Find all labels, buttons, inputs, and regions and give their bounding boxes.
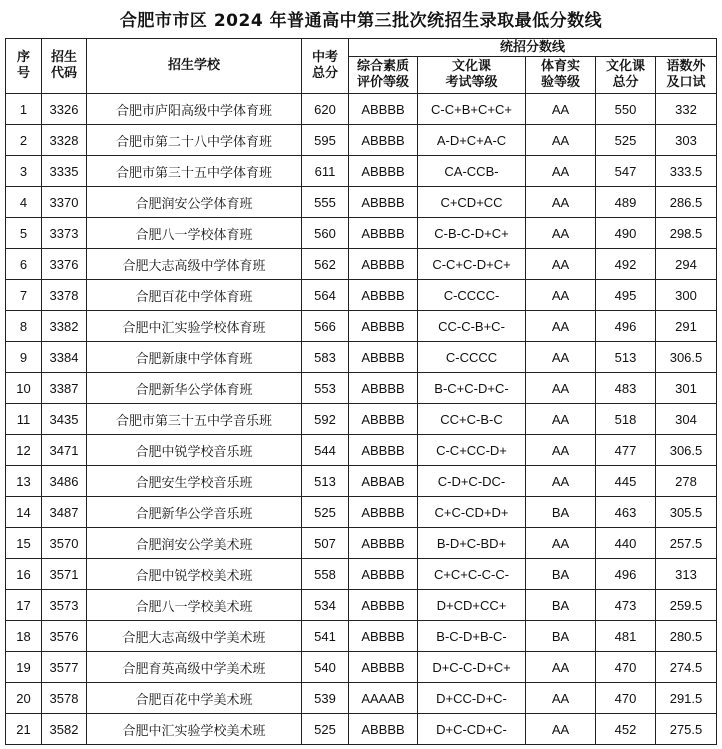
quality-cell: ABBBB <box>349 218 418 249</box>
pe-grade-cell: AA <box>526 187 596 218</box>
table-row <box>6 156 717 187</box>
culture-total-cell: 470 <box>596 683 656 714</box>
school-cell: 合肥大志高级中学体育班 <box>87 249 302 280</box>
quality-cell: ABBBB <box>349 497 418 528</box>
culture-grade-cell: CC-C-B+C- <box>418 311 526 342</box>
pe-grade-cell: AA <box>526 714 596 745</box>
pe-grade-cell: AA <box>526 373 596 404</box>
pe-grade-cell: BA <box>526 621 596 652</box>
culture-grade-cell: CC+C-B-C <box>418 404 526 435</box>
code-cell: 3487 <box>42 497 87 528</box>
table-row <box>6 528 717 559</box>
culture-total-cell: 495 <box>596 280 656 311</box>
lang-cell: 257.5 <box>656 528 717 559</box>
school-cell: 合肥八一学校美术班 <box>87 590 302 621</box>
header-seq: 序 号 <box>6 39 42 94</box>
pe-grade-cell: AA <box>526 528 596 559</box>
culture-grade-cell: B-D+C-BD+ <box>418 528 526 559</box>
table-row <box>6 311 717 342</box>
score-table <box>5 38 717 745</box>
school-cell: 合肥润安公学美术班 <box>87 528 302 559</box>
seq-cell: 1 <box>6 94 42 125</box>
header-group: 统招分数线 <box>349 39 717 57</box>
quality-cell: ABBBB <box>349 652 418 683</box>
seq-cell: 19 <box>6 652 42 683</box>
table-row <box>6 714 717 745</box>
total-cell: 555 <box>302 187 349 218</box>
pe-grade-cell: AA <box>526 435 596 466</box>
code-cell: 3573 <box>42 590 87 621</box>
lang-cell: 306.5 <box>656 342 717 373</box>
code-cell: 3378 <box>42 280 87 311</box>
total-cell: 560 <box>302 218 349 249</box>
lang-cell: 274.5 <box>656 652 717 683</box>
quality-cell: ABBBB <box>349 559 418 590</box>
quality-cell: ABBBB <box>349 404 418 435</box>
seq-cell: 18 <box>6 621 42 652</box>
culture-total-cell: 547 <box>596 156 656 187</box>
culture-grade-cell: D+CD+CC+ <box>418 590 526 621</box>
code-cell: 3577 <box>42 652 87 683</box>
seq-cell: 14 <box>6 497 42 528</box>
lang-cell: 275.5 <box>656 714 717 745</box>
quality-cell: ABBBB <box>349 342 418 373</box>
pe-grade-cell: AA <box>526 466 596 497</box>
total-cell: 592 <box>302 404 349 435</box>
table-row <box>6 404 717 435</box>
total-cell: 507 <box>302 528 349 559</box>
seq-cell: 8 <box>6 311 42 342</box>
culture-grade-cell: D+C-C-D+C+ <box>418 652 526 683</box>
culture-total-cell: 550 <box>596 94 656 125</box>
code-cell: 3370 <box>42 187 87 218</box>
total-cell: 583 <box>302 342 349 373</box>
total-cell: 539 <box>302 683 349 714</box>
quality-cell: ABBBB <box>349 621 418 652</box>
lang-cell: 259.5 <box>656 590 717 621</box>
culture-grade-cell: C-CCCC- <box>418 280 526 311</box>
total-cell: 566 <box>302 311 349 342</box>
culture-total-cell: 496 <box>596 559 656 590</box>
code-cell: 3335 <box>42 156 87 187</box>
culture-total-cell: 473 <box>596 590 656 621</box>
culture-grade-cell: C+C-CD+D+ <box>418 497 526 528</box>
culture-total-cell: 470 <box>596 652 656 683</box>
seq-cell: 2 <box>6 125 42 156</box>
code-cell: 3326 <box>42 94 87 125</box>
culture-total-cell: 477 <box>596 435 656 466</box>
header-pe-grade: 体育实 验等级 <box>526 57 596 94</box>
table-row <box>6 683 717 714</box>
culture-total-cell: 483 <box>596 373 656 404</box>
lang-cell: 333.5 <box>656 156 717 187</box>
quality-cell: ABBBB <box>349 373 418 404</box>
quality-cell: ABBAB <box>349 466 418 497</box>
culture-grade-cell: C-C+B+C+C+ <box>418 94 526 125</box>
code-cell: 3376 <box>42 249 87 280</box>
culture-total-cell: 492 <box>596 249 656 280</box>
pe-grade-cell: BA <box>526 590 596 621</box>
total-cell: 513 <box>302 466 349 497</box>
quality-cell: ABBBB <box>349 249 418 280</box>
table-row <box>6 249 717 280</box>
culture-total-cell: 452 <box>596 714 656 745</box>
total-cell: 544 <box>302 435 349 466</box>
school-cell: 合肥百花中学美术班 <box>87 683 302 714</box>
school-cell: 合肥安生学校音乐班 <box>87 466 302 497</box>
seq-cell: 6 <box>6 249 42 280</box>
lang-cell: 300 <box>656 280 717 311</box>
header-school: 招生学校 <box>87 39 302 94</box>
table-body <box>6 94 717 745</box>
culture-grade-cell: A-D+C+A-C <box>418 125 526 156</box>
pe-grade-cell: AA <box>526 94 596 125</box>
quality-cell: ABBBB <box>349 435 418 466</box>
table-row <box>6 590 717 621</box>
header-lang: 语数外 及口试 <box>656 57 717 94</box>
code-cell: 3571 <box>42 559 87 590</box>
culture-grade-cell: C+C+C-C-C- <box>418 559 526 590</box>
total-cell: 525 <box>302 714 349 745</box>
school-cell: 合肥市第三十五中学音乐班 <box>87 404 302 435</box>
pe-grade-cell: AA <box>526 156 596 187</box>
culture-grade-cell: B-C-D+B-C- <box>418 621 526 652</box>
header-code: 招生 代码 <box>42 39 87 94</box>
quality-cell: AAAAB <box>349 683 418 714</box>
header-culture-total: 文化课 总分 <box>596 57 656 94</box>
table-row <box>6 125 717 156</box>
culture-total-cell: 525 <box>596 125 656 156</box>
total-cell: 534 <box>302 590 349 621</box>
pe-grade-cell: AA <box>526 249 596 280</box>
quality-cell: ABBBB <box>349 590 418 621</box>
seq-cell: 15 <box>6 528 42 559</box>
lang-cell: 291 <box>656 311 717 342</box>
total-cell: 620 <box>302 94 349 125</box>
table-row <box>6 280 717 311</box>
lang-cell: 298.5 <box>656 218 717 249</box>
seq-cell: 16 <box>6 559 42 590</box>
code-cell: 3435 <box>42 404 87 435</box>
culture-total-cell: 445 <box>596 466 656 497</box>
lang-cell: 305.5 <box>656 497 717 528</box>
table-row <box>6 94 717 125</box>
culture-grade-cell: B-C+C-D+C- <box>418 373 526 404</box>
quality-cell: ABBBB <box>349 311 418 342</box>
pe-grade-cell: BA <box>526 497 596 528</box>
pe-grade-cell: AA <box>526 683 596 714</box>
code-cell: 3582 <box>42 714 87 745</box>
pe-grade-cell: AA <box>526 342 596 373</box>
code-cell: 3578 <box>42 683 87 714</box>
quality-cell: ABBBB <box>349 714 418 745</box>
table-row <box>6 559 717 590</box>
school-cell: 合肥育英高级中学美术班 <box>87 652 302 683</box>
table-row <box>6 497 717 528</box>
school-cell: 合肥新华公学体育班 <box>87 373 302 404</box>
culture-total-cell: 463 <box>596 497 656 528</box>
seq-cell: 7 <box>6 280 42 311</box>
culture-grade-cell: CA-CCB- <box>418 156 526 187</box>
seq-cell: 9 <box>6 342 42 373</box>
culture-grade-cell: C-B-C-D+C+ <box>418 218 526 249</box>
culture-total-cell: 489 <box>596 187 656 218</box>
seq-cell: 21 <box>6 714 42 745</box>
school-cell: 合肥百花中学体育班 <box>87 280 302 311</box>
code-cell: 3387 <box>42 373 87 404</box>
culture-total-cell: 490 <box>596 218 656 249</box>
table-row <box>6 435 717 466</box>
seq-cell: 3 <box>6 156 42 187</box>
school-cell: 合肥中锐学校美术班 <box>87 559 302 590</box>
quality-cell: ABBBB <box>349 528 418 559</box>
header-culture-grade: 文化课 考试等级 <box>418 57 526 94</box>
culture-grade-cell: C-CCCC <box>418 342 526 373</box>
quality-cell: ABBBB <box>349 156 418 187</box>
school-cell: 合肥市第三十五中学体育班 <box>87 156 302 187</box>
table-row <box>6 187 717 218</box>
culture-total-cell: 513 <box>596 342 656 373</box>
table-row <box>6 373 717 404</box>
pe-grade-cell: AA <box>526 280 596 311</box>
seq-cell: 5 <box>6 218 42 249</box>
pe-grade-cell: BA <box>526 559 596 590</box>
school-cell: 合肥八一学校体育班 <box>87 218 302 249</box>
culture-grade-cell: D+C-CD+C- <box>418 714 526 745</box>
header-total: 中考 总分 <box>302 39 349 94</box>
culture-total-cell: 440 <box>596 528 656 559</box>
table-row <box>6 652 717 683</box>
lang-cell: 306.5 <box>656 435 717 466</box>
table-row <box>6 342 717 373</box>
culture-grade-cell: C-C+C-D+C+ <box>418 249 526 280</box>
culture-grade-cell: C-D+C-DC- <box>418 466 526 497</box>
school-cell: 合肥新华公学音乐班 <box>87 497 302 528</box>
seq-cell: 17 <box>6 590 42 621</box>
school-cell: 合肥润安公学体育班 <box>87 187 302 218</box>
total-cell: 611 <box>302 156 349 187</box>
culture-total-cell: 518 <box>596 404 656 435</box>
pe-grade-cell: AA <box>526 125 596 156</box>
lang-cell: 294 <box>656 249 717 280</box>
seq-cell: 11 <box>6 404 42 435</box>
quality-cell: ABBBB <box>349 125 418 156</box>
total-cell: 595 <box>302 125 349 156</box>
total-cell: 541 <box>302 621 349 652</box>
lang-cell: 301 <box>656 373 717 404</box>
quality-cell: ABBBB <box>349 94 418 125</box>
quality-cell: ABBBB <box>349 280 418 311</box>
school-cell: 合肥新康中学体育班 <box>87 342 302 373</box>
total-cell: 540 <box>302 652 349 683</box>
code-cell: 3382 <box>42 311 87 342</box>
header-quality: 综合素质 评价等级 <box>349 57 418 94</box>
total-cell: 564 <box>302 280 349 311</box>
pe-grade-cell: AA <box>526 652 596 683</box>
table-row <box>6 621 717 652</box>
school-cell: 合肥中锐学校音乐班 <box>87 435 302 466</box>
pe-grade-cell: AA <box>526 218 596 249</box>
code-cell: 3384 <box>42 342 87 373</box>
table-row <box>6 466 717 497</box>
seq-cell: 4 <box>6 187 42 218</box>
pe-grade-cell: AA <box>526 311 596 342</box>
code-cell: 3576 <box>42 621 87 652</box>
lang-cell: 313 <box>656 559 717 590</box>
table-row <box>6 218 717 249</box>
school-cell: 合肥中汇实验学校美术班 <box>87 714 302 745</box>
code-cell: 3486 <box>42 466 87 497</box>
lang-cell: 303 <box>656 125 717 156</box>
culture-total-cell: 481 <box>596 621 656 652</box>
code-cell: 3373 <box>42 218 87 249</box>
total-cell: 562 <box>302 249 349 280</box>
quality-cell: ABBBB <box>349 187 418 218</box>
seq-cell: 20 <box>6 683 42 714</box>
lang-cell: 280.5 <box>656 621 717 652</box>
total-cell: 558 <box>302 559 349 590</box>
lang-cell: 286.5 <box>656 187 717 218</box>
lang-cell: 291.5 <box>656 683 717 714</box>
culture-grade-cell: C+CD+CC <box>418 187 526 218</box>
school-cell: 合肥市庐阳高级中学体育班 <box>87 94 302 125</box>
page-title: 合肥市市区 2024 年普通高中第三批次统招生录取最低分数线 <box>119 11 603 31</box>
seq-cell: 13 <box>6 466 42 497</box>
seq-cell: 12 <box>6 435 42 466</box>
culture-grade-cell: C-C+CC-D+ <box>418 435 526 466</box>
total-cell: 553 <box>302 373 349 404</box>
culture-total-cell: 496 <box>596 311 656 342</box>
lang-cell: 304 <box>656 404 717 435</box>
culture-grade-cell: D+CC-D+C- <box>418 683 526 714</box>
code-cell: 3328 <box>42 125 87 156</box>
header-row-1 <box>6 39 717 57</box>
school-cell: 合肥中汇实验学校体育班 <box>87 311 302 342</box>
code-cell: 3570 <box>42 528 87 559</box>
code-cell: 3471 <box>42 435 87 466</box>
pe-grade-cell: AA <box>526 404 596 435</box>
school-cell: 合肥市第二十八中学体育班 <box>87 125 302 156</box>
lang-cell: 278 <box>656 466 717 497</box>
total-cell: 525 <box>302 497 349 528</box>
school-cell: 合肥大志高级中学美术班 <box>87 621 302 652</box>
lang-cell: 332 <box>656 94 717 125</box>
seq-cell: 10 <box>6 373 42 404</box>
